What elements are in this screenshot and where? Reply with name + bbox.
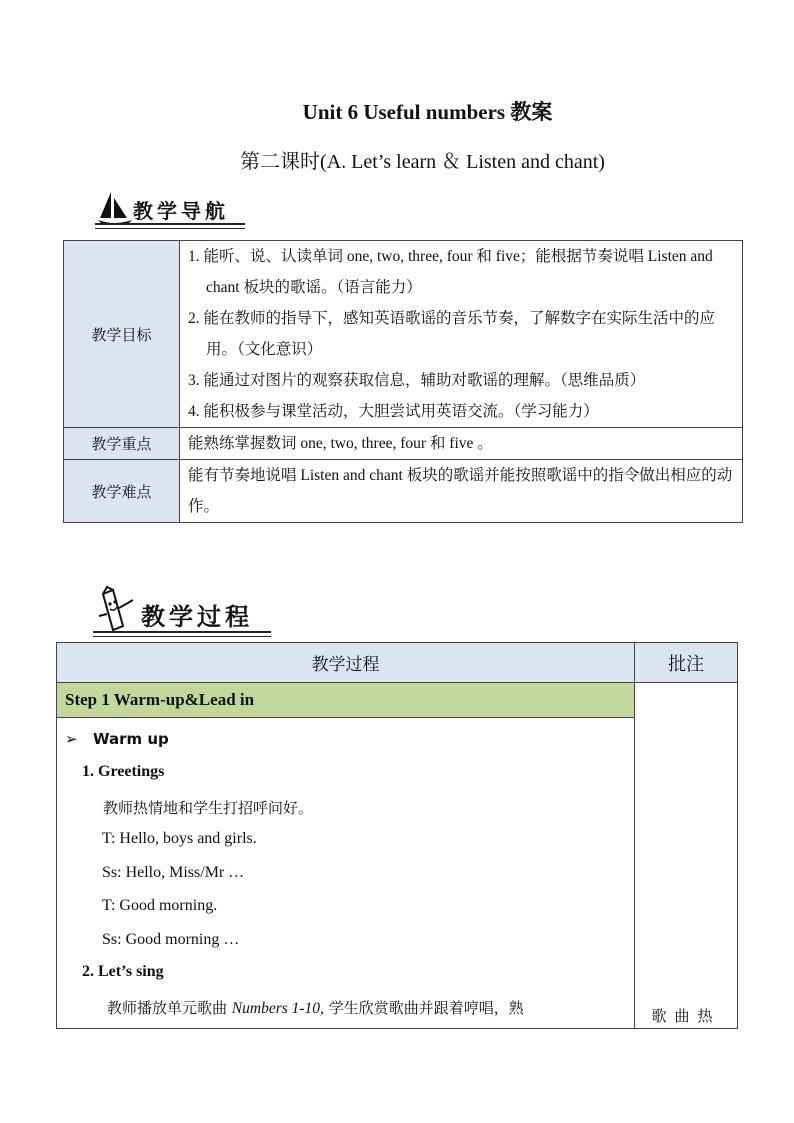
note-cell: 歌曲热 <box>635 683 738 1029</box>
warmup-label: Warm up <box>93 730 169 748</box>
goal-list <box>180 241 743 428</box>
focus-label: 教学重点 <box>64 428 180 460</box>
dialogue-line: T: Good morning. <box>102 897 218 914</box>
section-underline <box>95 223 245 229</box>
step1-title: Step 1 Warm-up&Lead in <box>57 683 635 718</box>
teaching-process-table <box>56 642 738 1029</box>
teaching-nav-label: 教学导航 <box>133 199 229 223</box>
teaching-process-header <box>93 584 271 634</box>
goal-item: 4. 能积极参与课堂活动，大胆尝试用英语交流。（学习能力） <box>188 403 599 420</box>
process-header-row <box>57 643 738 683</box>
teaching-goals-table <box>63 240 743 523</box>
focus-row <box>64 428 743 460</box>
goal-item: 3. 能通过对图片的观察获取信息，辅助对歌谣的理解。（思维品质） <box>188 372 646 389</box>
difficulty-text: 能有节奏地说唱 Listen and chant 板块的歌谣并能按照歌谣中的指令做出相应的动作。 <box>180 460 743 523</box>
goal-item: 1. 能听、说、认读单词 one, two, three, four 和 five；能根据节奏说唱 Listen and chant 板块的歌谣。（语言能力） <box>188 248 713 296</box>
step1-body <box>57 718 635 1029</box>
dialogue-line: T: Hello, boys and girls. <box>102 830 257 847</box>
pencil-character-icon <box>93 586 137 632</box>
song-title: Numbers 1-10, <box>231 1000 324 1017</box>
sing-desc-post: 学生欣赏歌曲并跟着哼唱，熟 <box>323 999 524 1017</box>
goal-item: 2. 能在教师的指导下，感知英语歌谣的音乐节奏，了解数字在实际生活中的应用。（文化意识） <box>188 310 716 358</box>
section-underline <box>93 631 271 637</box>
sing-desc-pre: 教师播放单元歌曲 <box>107 999 232 1017</box>
greetings-desc: 教师热情地和学生打招呼问好。 <box>103 799 314 817</box>
greetings-title: 1. Greetings <box>82 763 165 780</box>
document-subtitle: 第二课时(A. Let’s learn ＆ Listen and chant) <box>240 151 605 173</box>
goals-row <box>64 241 743 428</box>
focus-text: 能熟练掌握数词 one, two, three, four 和 five 。 <box>180 428 743 460</box>
goal-label: 教学目标 <box>64 241 180 428</box>
dialogue-line: Ss: Hello, Miss/Mr … <box>102 864 245 881</box>
document-title: Unit 6 Useful numbers 教案 <box>302 100 553 124</box>
process-column-header: 教学过程 <box>57 643 635 683</box>
difficulty-label: 教学难点 <box>64 460 180 523</box>
sailboat-icon <box>97 190 133 224</box>
sing-description <box>107 997 524 1018</box>
sing-title: 2. Let’s sing <box>82 963 164 980</box>
step1-row <box>57 683 738 718</box>
difficulty-row <box>64 460 743 523</box>
teaching-process-label: 教学过程 <box>141 603 253 631</box>
teaching-nav-header <box>95 188 245 226</box>
note-column-header: 批注 <box>635 643 738 683</box>
dialogue-line: Ss: Good morning … <box>102 931 240 948</box>
bullet-arrow-icon: ➢ <box>65 730 78 748</box>
